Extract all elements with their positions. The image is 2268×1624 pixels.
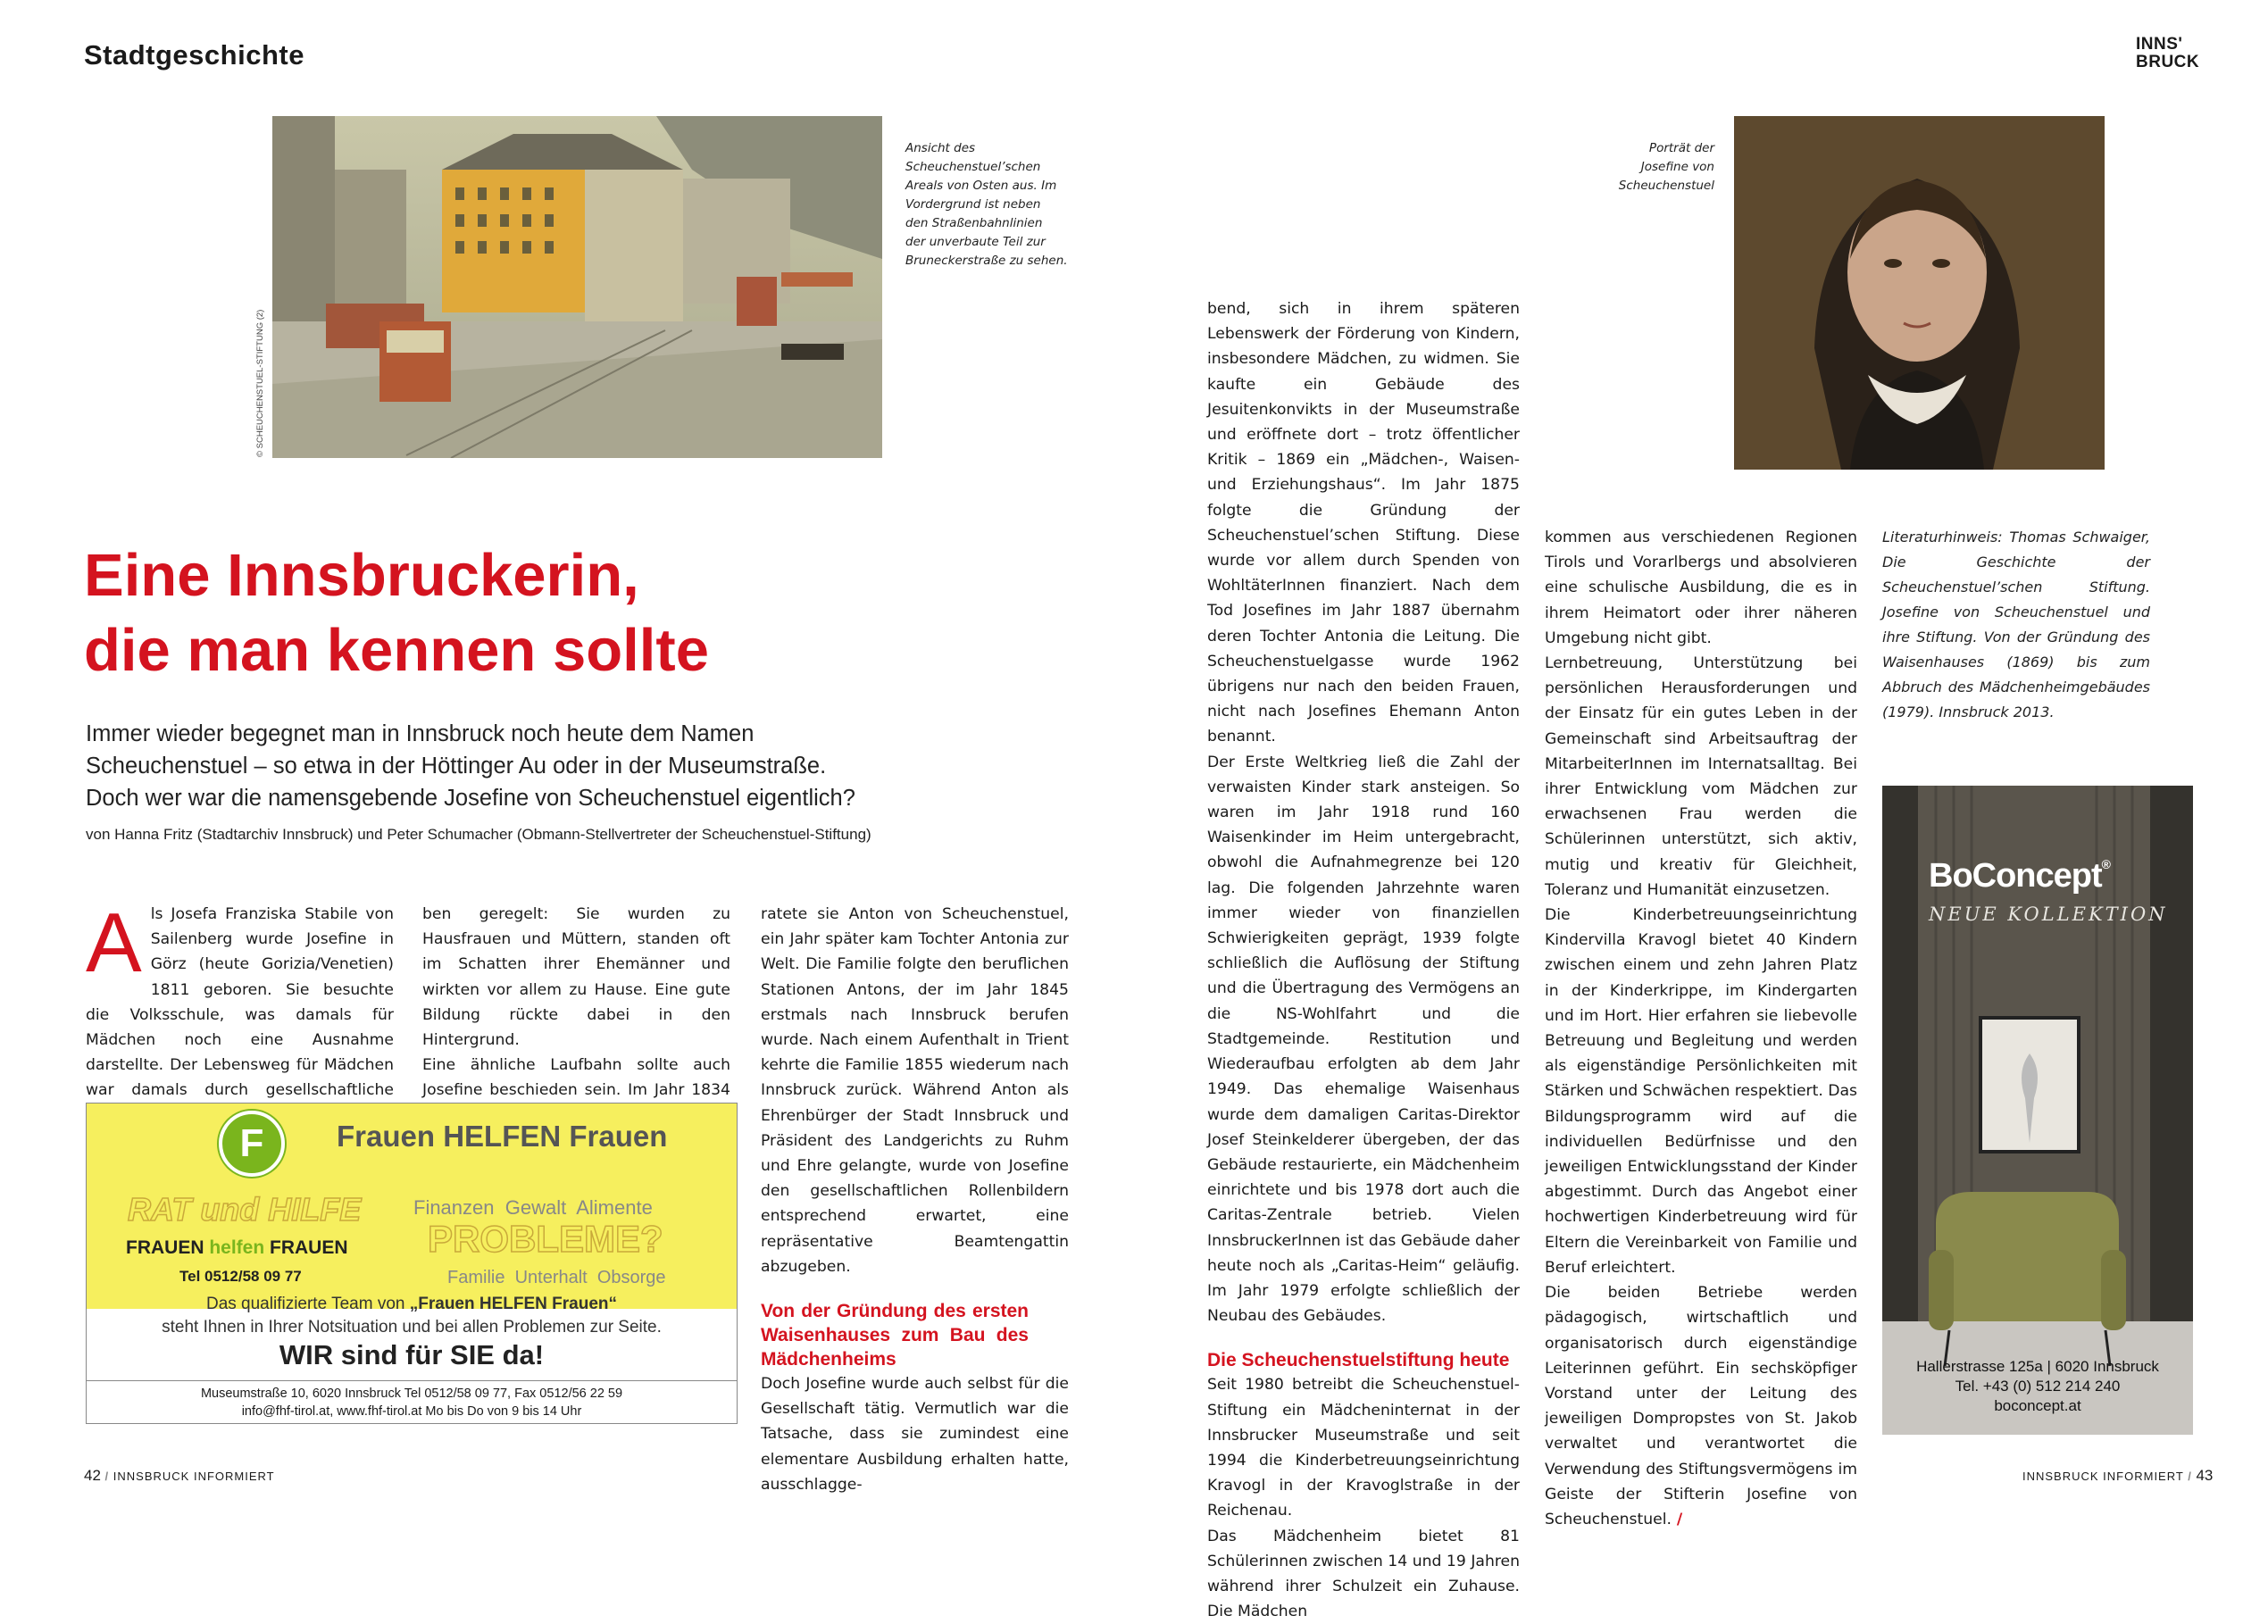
article-column-3 [761, 902, 1069, 1497]
drop-cap: A [86, 895, 142, 989]
paragraph: bend, sich in ihrem späteren Lebenswerk der Förderung von Kindern, insbesondere Mädchen, zu widmen. Sie kaufte ein Gebäude des Jesuitenkonvikts in der Museumstraße und eröffnete dort – trotz öffentlicher Kritik – 1869 ein „Mädchen-, Waisen- und Erziehungshaus“. Im Jahr 1875 folgte die Gründung der Scheuchenstuel’schen Stiftung. Diese wurde vor allem durch Spenden von WohltäterInnen finanziert. Nach dem Tod Josefines im Jahr 1887 übernahm deren Tochter Antonia die Leitung. Die Scheuchenstuelgasse wurde 1962 übrigens nur nach den beiden Frauen, nicht nach Josefines Ehemann Anton benannt. [1207, 300, 1520, 746]
fhf-title: Frauen HELFEN Frauen [337, 1120, 668, 1153]
fhf-phone: Tel 0512/58 09 77 [179, 1268, 302, 1285]
historic-photo [272, 116, 882, 458]
portrait-caption: Porträt der Josefine von Scheuchenstuel [1618, 141, 1714, 193]
footer-publication: INNSBRUCK INFORMIERT [113, 1470, 275, 1483]
paragraph: Seit 1980 betreibt die Scheuchenstuel-Stiftung ein Mädcheninternat in der Innsbrucker Museumstraße und seit 1994 die Kinderbetreuungseinrichtung Kravogl in der Kravoglstraße in der Reichenau. [1207, 1376, 1520, 1520]
headline: Eine Innsbruckerin, die man kennen sollte [84, 542, 709, 684]
boconcept-brand: BoConcept® [1929, 857, 2110, 895]
paragraph: Der Erste Weltkrieg ließ die Zahl der verwaisten Kinder stark ansteigen. So waren im Jahr 1918 rund 160 Waisenkinder im Heim untergebracht, obwohl die Aufnahmegrenze bei 120 lag. Die folgenden Jahrzehnte waren immer wieder von finanziellen Schwierigkeiten geprägt, 1939 folgte schließlich die Auflösung der Stiftung und die Übertragung des Vermögens an die NS-Wohlfahrt und die Stadtgemeinde. Restitution und Wiederaufbau erfolgten ab dem Jahr 1949. Das ehemalige Waisenhaus wurde dem damaligen Caritas-Direktor Josef Steinkelderer übergeben, der das Gebäude restaurierte, ein Mädchenheim einrichtete und bis 1978 dort auch die Caritas-Zentrale betrieb. Vielen InnsbruckerInnen ist das Gebäude daher heute noch als „Caritas-Heim“ geläufig. Im Jahr 1979 erfolgte schließlich der Neubau des Gebäudes. [1207, 753, 1520, 1326]
fhf-topics-1: Finanzen Gewalt Alimente [413, 1196, 653, 1219]
fhf-logo-icon: F [219, 1111, 285, 1177]
paragraph: Die Kinderbetreuungseinrichtung Kindervilla Kravogl bietet 40 Kindern zwischen einem und zehn Jahren Platz in der Kinderkrippe, im Kindergarten und im Hort. Hier erfahren sie liebevolle Betreuung und Begleitung und werden als eigenständige Persönlichkeiten mit Stärken und Schwächen respektiert. Das Bildungsprogramm wird auf die individuellen Bedürfnisse und den jeweiligen Entwicklungsstand der Kinder abgestimmt. Durch das Angebot einer hochwertigen Kinderbetreuung wird für Eltern die Vereinbarkeit von Familie und Beruf erleichtert. [1545, 906, 1857, 1277]
portrait-photo [1734, 116, 2105, 470]
fhf-rat-und-hilfe: RAT und HILFE [128, 1191, 362, 1228]
lead-paragraph: Immer wieder begegnet man in Innsbruck noch heute dem Namen Scheuchenstuel – so etwa in der Höttinger Au oder in der Museumstraße. Doch wer war die namensgebende Josefine von Scheuchenstuel eigentlich? [86, 721, 855, 811]
ad-frauen-helfen-frauen[interactable] [86, 1103, 738, 1424]
paragraph: kommen aus verschiedenen Regionen Tirols und Vorarlbergs und absolvieren eine schulische Ausbildung, die es in ihrem Heimatort oder ihrer näheren Umgebung nicht gibt. [1545, 529, 1857, 647]
article-column-1 [86, 895, 394, 1128]
ad-boconcept[interactable] [1882, 786, 2193, 1435]
fhf-probleme: PROBLEME? [428, 1218, 663, 1260]
article-column-2 [422, 902, 730, 1128]
fhf-slogan: WIR sind für SIE da! [279, 1339, 545, 1370]
photo-caption: Ansicht des Scheuchenstuel’schen Areals von Osten aus. Im Vordergrund ist neben den Straßenbahnlinien der unverbaute Teil zur Bruneckerstraße zu sehen. [905, 141, 1068, 268]
paragraph: ls Josefa Franziska Stabile von Sailenberg wurde Josefine in Görz (heute Gorizia/Venetien) 1811 geboren. Sie besuchte die Volksschule, was damals für Mädchen noch eine Ausnahme darstellte. Der Lebensweg für Mädchen war damals durch gesellschaftliche [86, 905, 394, 1100]
fhf-topics-2: Familie Unterhalt Obsorge [447, 1268, 666, 1287]
page-number: 42 [84, 1467, 101, 1484]
page-number: 43 [2196, 1467, 2214, 1484]
fhf-address: Museumstraße 10, 6020 Innsbruck Tel 0512/58 09 77, Fax 0512/56 22 59 info@fhf-tirol.at, www.fhf-tirol.at Mo bis Do von 9 bis 14 Uhr [87, 1380, 737, 1423]
fhf-name-line: FRAUEN helfen FRAUEN [126, 1237, 348, 1258]
footer-left: 42 / INNSBRUCK INFORMIERT [84, 1467, 275, 1484]
byline: von Hanna Fritz (Stadtarchiv Innsbruck) und Peter Schumacher (Obmann-Stellvertreter der Scheuchenstuel-Stiftung) [86, 826, 871, 843]
literature-note: Literaturhinweis: Thomas Schwaiger, Die Geschichte der Scheuchenstuel’schen Stiftung. Josefine von Scheuchenstuel und ihre Stiftung. Von der Gründung des Waisenhauses (1869) bis zum Abbruch des Mädchenheimgebäudes (1979). Innsbruck 2013. [1882, 529, 2150, 720]
footer-publication: INNSBRUCK INFORMIERT [2022, 1470, 2184, 1483]
paragraph: ben geregelt: Sie wurden zu Hausfrauen und Müttern, standen oft im Schatten ihrer Ehemänner und wirkten vor allem zu Hause. Eine gute Bildung rückte dabei in den Hintergrund. [422, 905, 730, 1050]
article-column-4 [1207, 296, 1520, 1624]
section-title: Stadtgeschichte [84, 39, 304, 71]
innsbruck-logo: INNS' BRUCK [2136, 35, 2200, 71]
paragraph: Lernbetreuung, Unterstützung bei persönlichen Herausforderungen und der Einsatz für ein gutes Leben in der Gemeinschaft sind Arbeitsauftrag der MitarbeiterInnen im Internatsalltag. Bei ihrer Entwicklung vom Mädchen zur erwachsenen Frau werden die Schülerinnen unterstützt, sich aktiv, mutig und kreativ für Gleichheit, Toleranz und Humanität einzusetzen. [1545, 654, 1857, 899]
photo-credit: © SCHEUCHENSTUEL-STIFTUNG (2) [255, 309, 265, 457]
fhf-team-text: Das qualifizierte Team von „Frauen HELFEN Frauen“ steht Ihnen in Ihrer Notsituation und bei allen Problemen zur Seite. [162, 1295, 662, 1337]
boconcept-tagline: NEUE KOLLEKTION [1929, 904, 2168, 925]
paragraph: Eine ähnliche Laufbahn sollte auch Josefine beschieden sein. Im Jahr 1834 [422, 1056, 730, 1100]
paragraph: Doch Josefine wurde auch selbst für die Gesellschaft tätig. Vermutlich war die Tatsache, dass sie zumindest eine elementare Ausbildung erhalten hatte, ausschlagge- [761, 1375, 1069, 1494]
article-column-5 [1545, 525, 1857, 1532]
boconcept-contact: Hallerstrasse 125a | 6020 Innsbruck Tel. +43 (0) 512 214 240 boconcept.at [1916, 1358, 2159, 1414]
subheading: Die Scheuchenstuelstiftung heute [1207, 1350, 1510, 1371]
footer-right: INNSBRUCK INFORMIERT / 43 [2022, 1467, 2214, 1484]
subheading: Von der Gründung des ersten Waisenhauses zum Bau des Mädchenheims [761, 1301, 1029, 1370]
paragraph: Die beiden Betriebe werden pädagogisch, wirtschaftlich und organisatorisch durch eigenständige Leiterinnen geführt. Ein sechsköpfiger Vorstand unter der Leitung des jeweiligen Dompropstes von St. Jakob verwaltet und verantwortet die Verwendung des Stiftungsvermögens im Geiste der Stifterin Josefine von Scheuchenstuel. / [1545, 1284, 1857, 1528]
paragraph: Das Mädchenheim bietet 81 Schülerinnen zwischen 14 und 19 Jahren während ihrer Schulzeit ein Zuhause. Die Mädchen [1207, 1527, 1520, 1621]
paragraph: ratete sie Anton von Scheuchenstuel, ein Jahr später kam Tochter Antonia zur Welt. Die Familie folgte den beruflichen Stationen Antons, der im Jahr 1845 erstmals nach Innsbruck berufen wurde. Nach einem Aufenthalt in Trient kehrte die Familie 1855 wiederum nach Innsbruck zurück. Während Anton als Ehrenbürger der Stadt Innsbruck und Präsident des Landgerichts zu Ruhm und Ehre gelangte, wurde von Josefine den gesellschaftlichen Rollenbildern entsprechend erwartet, eine repräsentative Beamtengattin abzugeben. [761, 905, 1069, 1276]
